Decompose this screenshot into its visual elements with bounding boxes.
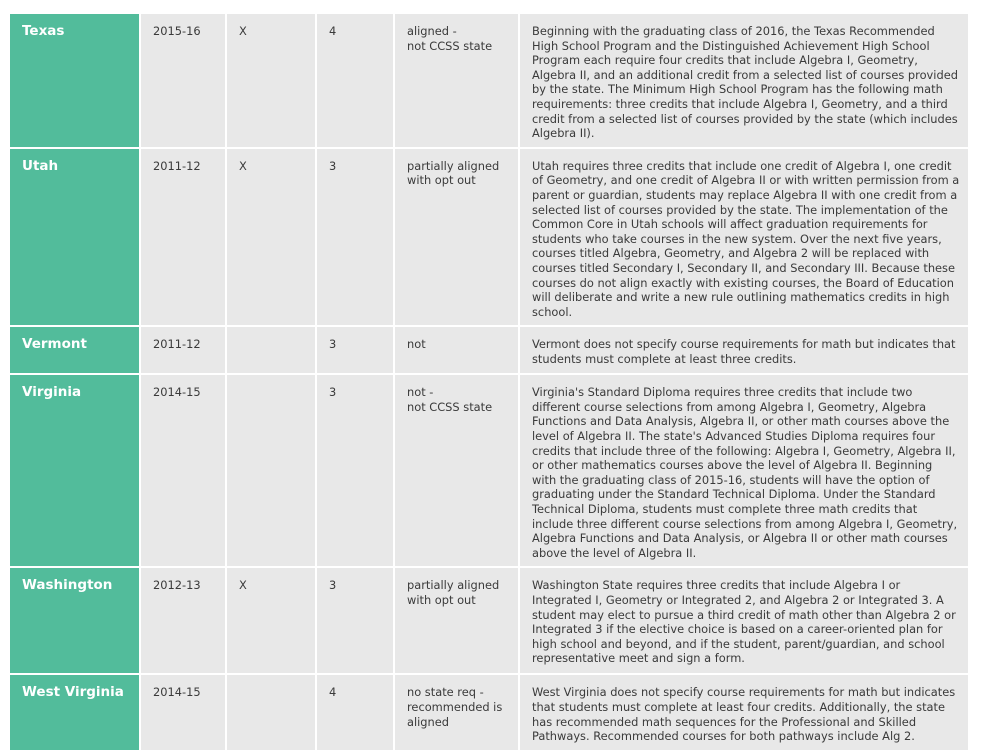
state-name: West Virginia <box>10 674 140 751</box>
requirement-description: Virginia's Standard Diploma requires three credits that include two different course selections from among Algebra I, Geometry, Algebra Functions and Data Analysis, Algebra II, or other math courses above the level of Algebra II. The state's Advanced Studies Diploma requires four credits that include three of the following: Algebra I, Geometry, Algebra II, or other mathematics courses above the level of Algebra II. Beginning with the graduating class of 2015-16, students will have the option of graduating under the Standard Technical Diploma. Under the Standard Technical Diploma, students must complete three math credits that include three different course selections from among Algebra I, Geometry, Algebra Functions and Data Analysis, or Algebra II or other math courses above the level of Algebra II. <box>519 374 969 567</box>
state-requirements-table <box>10 14 970 752</box>
alignment-status: no state req - recommended is aligned <box>394 674 519 751</box>
effective-year: 2012-13 <box>140 567 226 674</box>
alignment-status: partially aligned with opt out <box>394 567 519 674</box>
effective-year: 2014-15 <box>140 674 226 751</box>
alignment-status: not - not CCSS state <box>394 374 519 567</box>
credits-required: 4 <box>316 14 394 148</box>
effective-year: 2011-12 <box>140 148 226 327</box>
state-name: Utah <box>10 148 140 327</box>
credits-required: 3 <box>316 567 394 674</box>
credits-required: 4 <box>316 674 394 751</box>
effective-year: 2015-16 <box>140 14 226 148</box>
credits-required: 3 <box>316 374 394 567</box>
requirement-mark <box>226 374 316 567</box>
table-row <box>10 14 969 148</box>
table-row <box>10 567 969 674</box>
table-row <box>10 148 969 327</box>
state-name: Texas <box>10 14 140 148</box>
table-row <box>10 374 969 567</box>
requirement-description: Washington State requires three credits that include Algebra I or Integrated I, Geometry or Integrated 2, and Algebra 2 or Integrated 3. A student may elect to pursue a third credit of math other than Algebra 2 or Integrated 3 if the elective choice is based on a career-oriented plan for high school and beyond, and if the student, parent/guardian, and school representative meet and sign a form. <box>519 567 969 674</box>
state-name: Vermont <box>10 326 140 374</box>
effective-year: 2014-15 <box>140 374 226 567</box>
requirement-mark <box>226 674 316 751</box>
table-row <box>10 326 969 374</box>
alignment-status: aligned - not CCSS state <box>394 14 519 148</box>
requirement-mark: X <box>226 148 316 327</box>
alignment-status: not <box>394 326 519 374</box>
alignment-status: partially aligned with opt out <box>394 148 519 327</box>
state-name: Washington <box>10 567 140 674</box>
requirement-description: Vermont does not specify course requirements for math but indicates that students must complete at least three credits. <box>519 326 969 374</box>
requirement-mark: X <box>226 14 316 148</box>
requirement-description: Beginning with the graduating class of 2016, the Texas Recommended High School Program and the Distinguished Achievement High School Program each require four credits that include Algebra I, Geometry, Algebra II, and an additional credit from a selected list of courses provided by the state. The Minimum High School Program has the following math requirements: three credits that include Algebra I, Geometry, and a third credit from a selected list of courses provided by the state (which includes Algebra II). <box>519 14 969 148</box>
requirement-description: Utah requires three credits that include one credit of Algebra I, one credit of Geometry, and one credit of Algebra II or with written permission from a parent or guardian, students may replace Algebra II with one credit from a selected list of courses provided by the state. The implementation of the Common Core in Utah schools will affect graduation requirements for students who take courses in the new system. Over the next five years, courses titled Algebra, Geometry, and Algebra 2 will be replaced with courses titled Secondary I, Secondary II, and Secondary III. Because these courses do not align exactly with existing courses, the Board of Education will deliberate and write a new rule outlining mathematics credits in high school. <box>519 148 969 327</box>
credits-required: 3 <box>316 326 394 374</box>
state-name: Virginia <box>10 374 140 567</box>
effective-year: 2011-12 <box>140 326 226 374</box>
table-row <box>10 674 969 751</box>
requirement-description: West Virginia does not specify course requirements for math but indicates that students must complete at least four credits. Additionally, the state has recommended math sequences for the Professional and Skilled Pathways. Recommended courses for both pathways include Alg 2. <box>519 674 969 751</box>
requirement-mark: X <box>226 567 316 674</box>
credits-required: 3 <box>316 148 394 327</box>
requirement-mark <box>226 326 316 374</box>
